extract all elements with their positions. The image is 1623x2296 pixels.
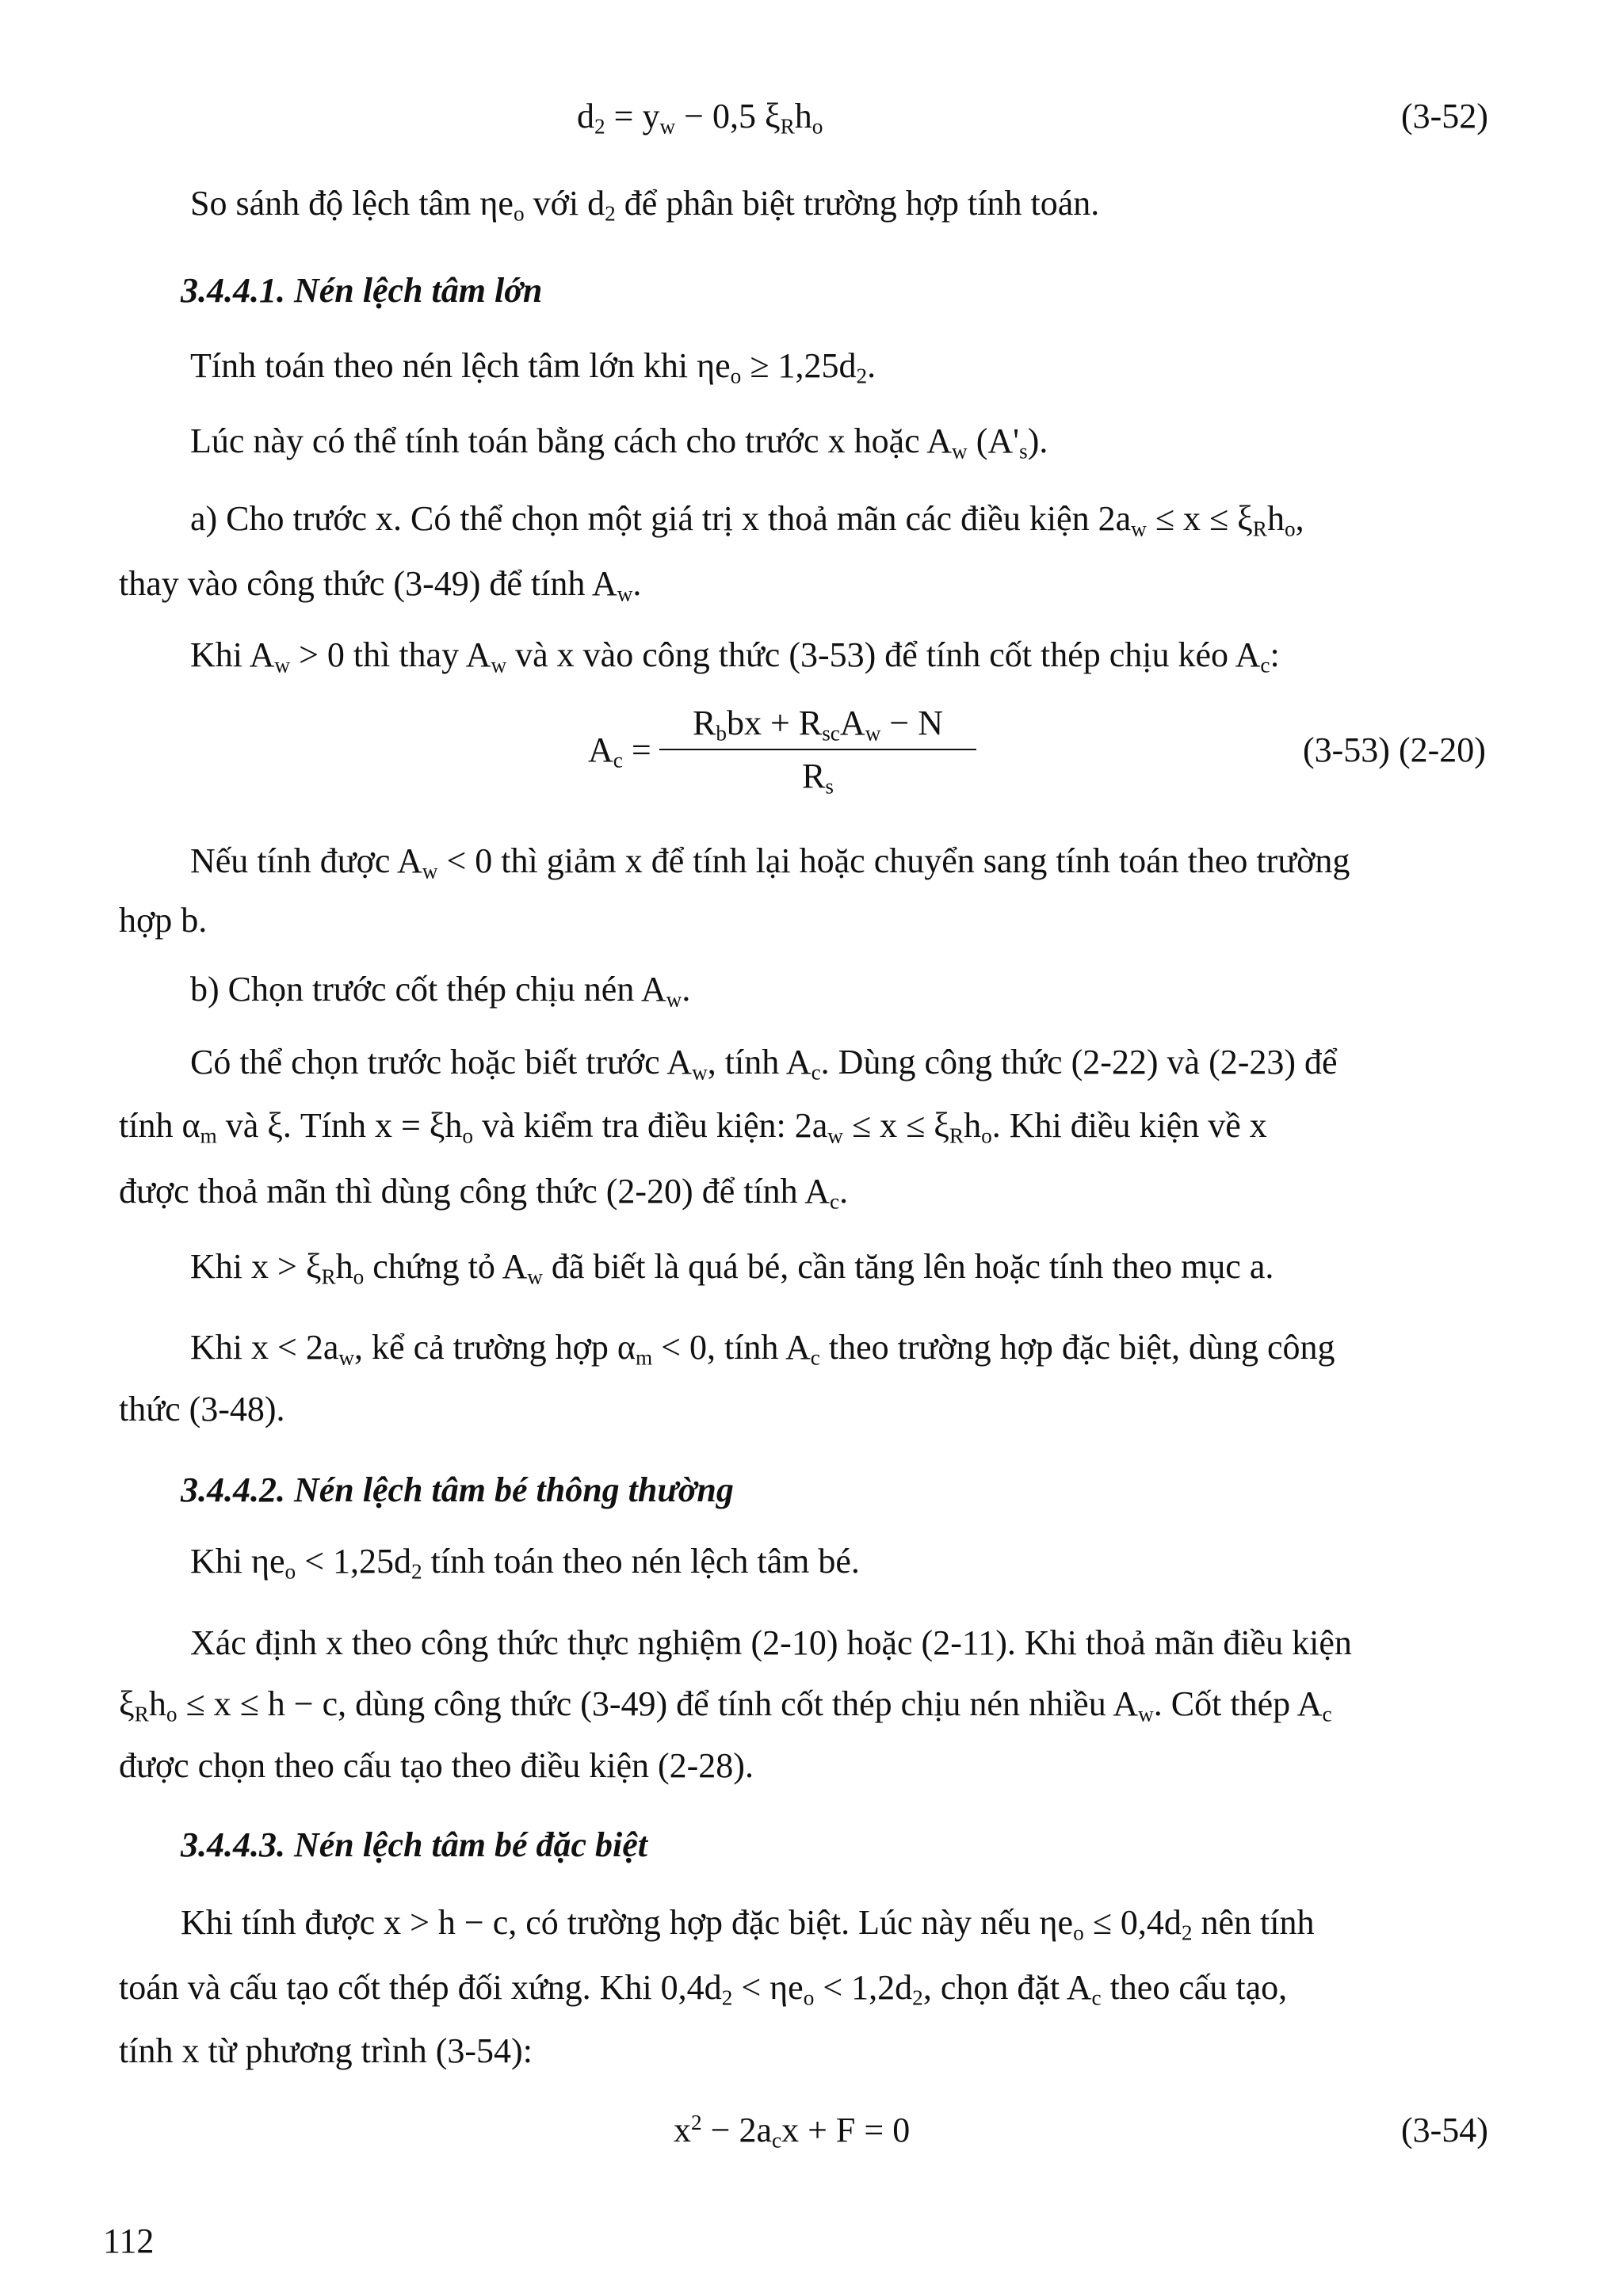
- page-number: 112: [103, 2222, 155, 2260]
- paragraph: Khi $\eta e_o < 1,25d_2$ tính toán theo nén lệch tâm bé.: [190, 1542, 860, 1584]
- paragraph-line: tính x từ phương trình (3-54):: [119, 2031, 533, 2070]
- paragraph-line: $\xi_Rh_o \le x \le h - c$, dùng công thức (3-49) để tính cốt thép chịu nén nhiều $A_w$. Cốt thép $A_c$: [119, 1684, 1332, 1726]
- paragraph: Khi tính được x > h − c, có trường hợp đặc biệt. Lúc này nếu $\eta e_o \le 0,4d_2$ nên tính: [181, 1903, 1315, 1945]
- paragraph-line: thức (3-48).: [119, 1390, 285, 1428]
- paragraph: Khi $A_w > 0$ thì thay $A_w$ và x vào công thức (3-53) để tính cốt thép chịu kéo $A_c$:: [190, 635, 1280, 677]
- equation-3-53-fraction: [659, 700, 976, 799]
- paragraph: Khi $x > \xi_Rh_o$ chứng tỏ $A_w$ đã biết là quá bé, cần tăng lên hoặc tính theo mục a.: [190, 1247, 1274, 1289]
- paragraph: Tính toán theo nén lệch tâm lớn khi $\eta e_o \ge 1,25d_2$.: [190, 346, 876, 388]
- paragraph-line: hợp b.: [119, 901, 208, 940]
- paragraph-line: được chọn theo cấu tạo theo điều kiện (2-28).: [119, 1746, 754, 1785]
- paragraph: So sánh độ lệch tâm $\eta e_o$ với $d_2$ để phân biệt trường hợp tính toán.: [190, 184, 1100, 226]
- paragraph: Có thể chọn trước hoặc biết trước $A_w$, tính $A_c$. Dùng công thức (2-22) và (2-23) để: [190, 1043, 1338, 1085]
- equation-3-54: $x^2 - 2a_cx + F = 0$: [674, 2111, 911, 2153]
- paragraph: Khi $x < 2a_w$, kể cả trường hợp $\alpha_m < 0$, tính $A_c$ theo trường hợp đặc biệt, dùng công: [190, 1328, 1335, 1370]
- fraction-bar: [659, 749, 976, 750]
- paragraph: Xác định x theo công thức thực nghiệm (2-10) hoặc (2-11). Khi thoả mãn điều kiện: [190, 1623, 1352, 1662]
- paragraph: a) Cho trước x. Có thể chọn một giá trị x thoả mãn các điều kiện $2a_w \le x \le \xi_Rh_o$,: [190, 499, 1304, 541]
- section-heading: 3.4.4.2. Nén lệch tâm bé thông thường: [181, 1470, 734, 1509]
- section-heading: 3.4.4.3. Nén lệch tâm bé đặc biệt: [181, 1825, 648, 1864]
- fraction-numerator: $R_bbx + R_{sc}A_w - N$: [693, 704, 943, 746]
- paragraph: Nếu tính được $A_w < 0$ thì giảm x để tính lại hoặc chuyển sang tính toán theo trường: [190, 841, 1350, 883]
- section-heading: 3.4.4.1. Nén lệch tâm lớn: [181, 271, 543, 310]
- fraction-denominator: $R_s$: [802, 757, 834, 799]
- equation-3-52: $d_2 = y_w - 0,5$ $\xi_Rh_o$: [577, 97, 823, 139]
- paragraph-line: thay vào công thức (3-49) để tính $A_w$.: [119, 564, 642, 606]
- paragraph: b) Chọn trước cốt thép chịu nén $A_w$.: [190, 970, 691, 1012]
- equation-number: (3-53) (2-20): [1303, 730, 1486, 769]
- paragraph-line: được thoả mãn thì dùng công thức (2-20) để tính $A_c$.: [119, 1172, 849, 1214]
- paragraph: Lúc này có thể tính toán bằng cách cho trước x hoặc $A_w$ $(A'_s)$.: [190, 421, 1048, 463]
- equation-number: (3-52): [1401, 97, 1488, 135]
- equation-3-53-lhs: $A_c$ =: [588, 730, 651, 772]
- equation-number: (3-54): [1401, 2111, 1488, 2149]
- paragraph-line: tính $\alpha_m$ và ξ. Tính $x = \xi h_o$ và kiểm tra điều kiện: $2a_w \le x \le \xi_Rh_o$. Khi điều kiện về x: [119, 1106, 1267, 1148]
- paragraph-line: toán và cấu tạo cốt thép đối xứng. Khi $0,4d_2 < \eta e_o < 1,2d_2$, chọn đặt $A_c$ theo cấu tạo,: [119, 1968, 1288, 2010]
